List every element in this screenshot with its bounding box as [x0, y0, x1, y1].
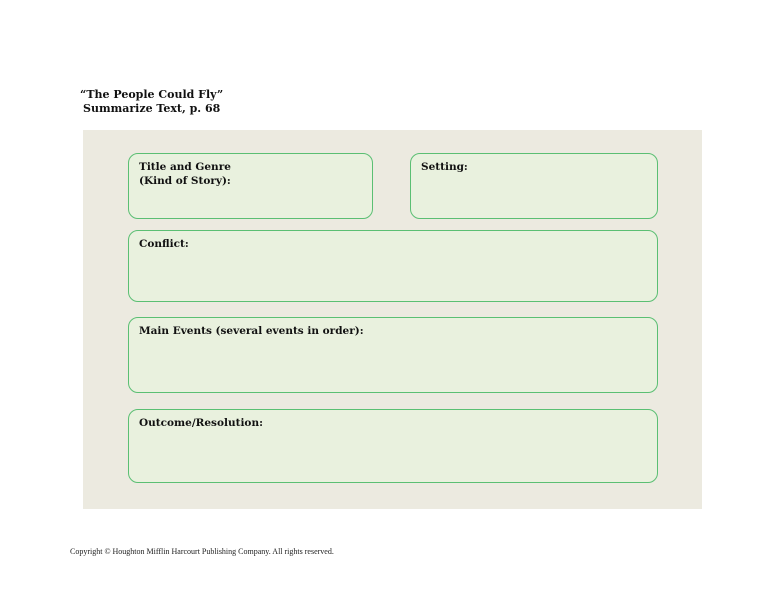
title-genre-box[interactable]	[128, 153, 373, 219]
worksheet-subtitle: Summarize Text, p. 68	[83, 102, 221, 115]
outcome-box[interactable]	[128, 409, 658, 483]
story-title: “The People Could Fly”	[80, 88, 224, 101]
copyright-notice: Copyright © Houghton Mifflin Harcourt Publishing Company. All rights reserved.	[70, 547, 334, 556]
setting-box[interactable]	[410, 153, 658, 219]
worksheet-header	[80, 88, 223, 116]
main-events-label: Main Events (several events in order):	[139, 325, 364, 337]
title-genre-label: Title and Genre (Kind of Story):	[139, 161, 231, 187]
setting-label: Setting:	[421, 161, 468, 173]
main-events-box[interactable]	[128, 317, 658, 393]
outcome-label: Outcome/Resolution:	[139, 417, 263, 429]
conflict-box[interactable]	[128, 230, 658, 302]
graphic-organizer-panel	[83, 130, 702, 509]
conflict-label: Conflict:	[139, 238, 189, 250]
